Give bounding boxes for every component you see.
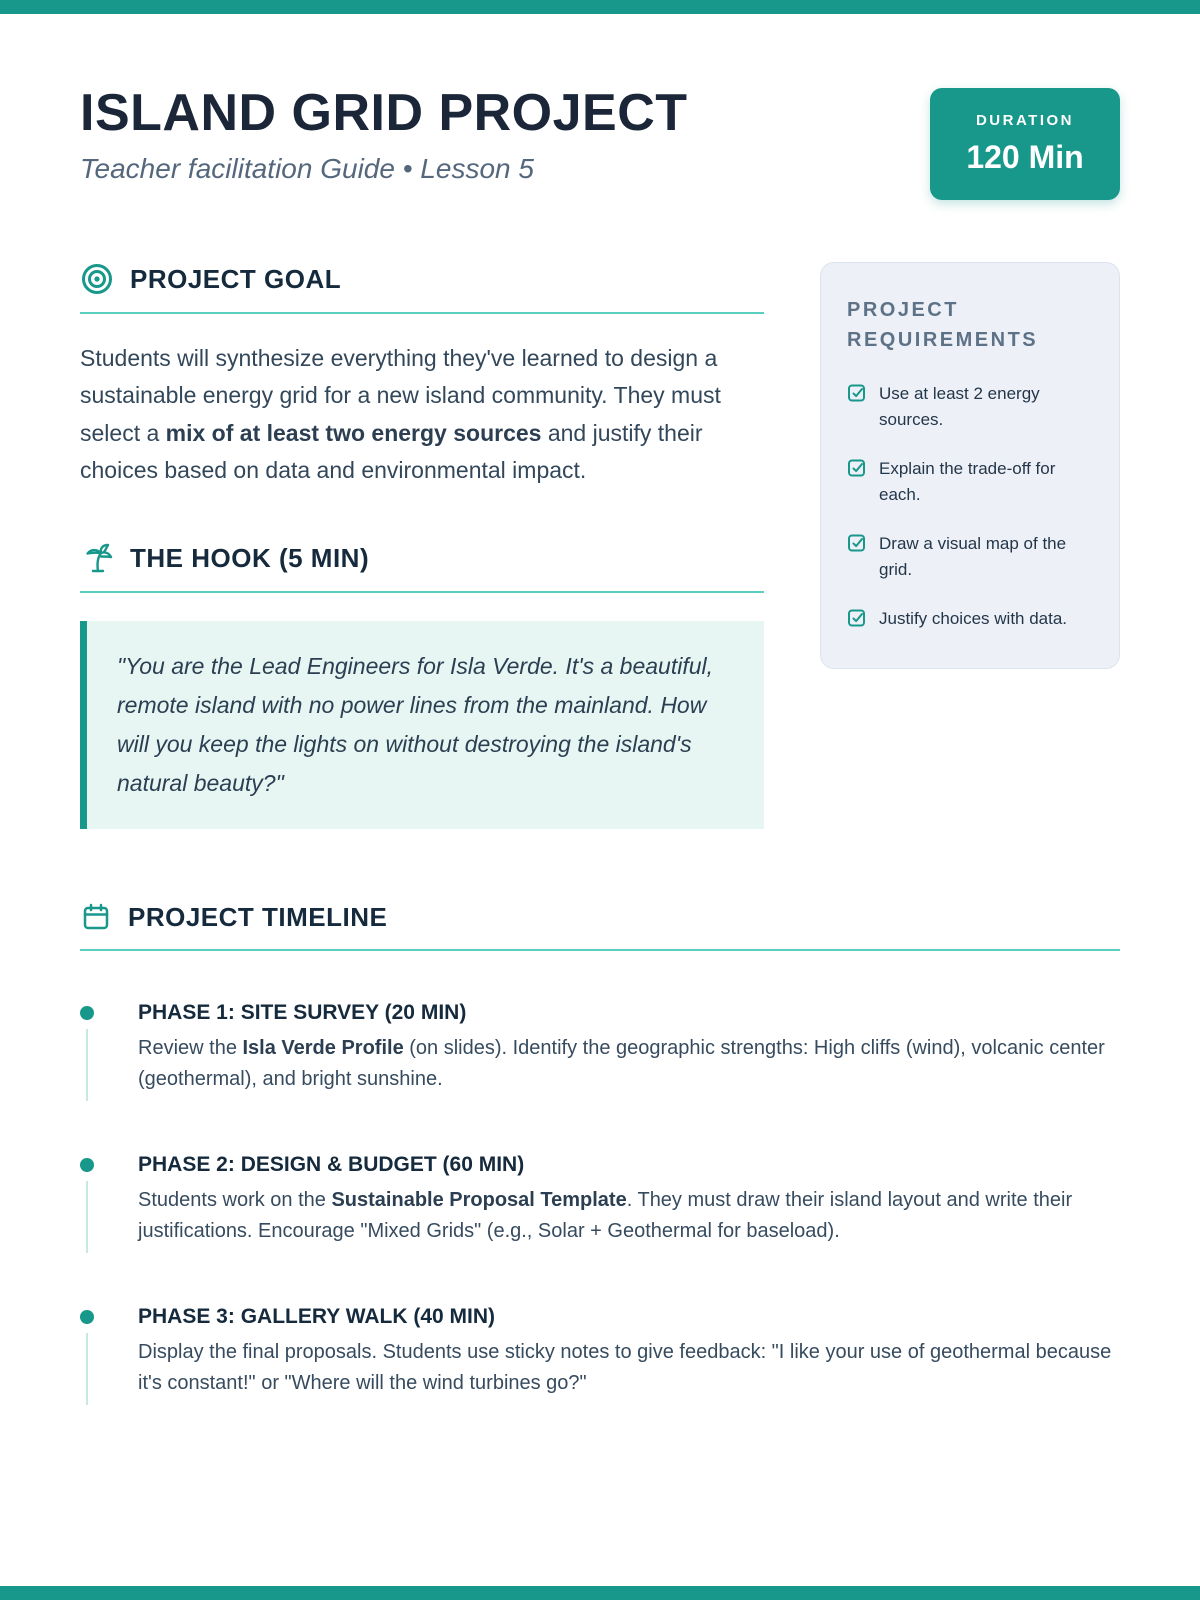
header: [80, 86, 1120, 200]
requirement-item: [847, 381, 1093, 432]
hook-heading: [80, 541, 764, 575]
requirement-item: [847, 531, 1093, 582]
requirement-label: Use at least 2 energy sources.: [879, 384, 1040, 429]
section-divider: [80, 949, 1120, 951]
timeline-dot: [80, 1158, 94, 1172]
phase-title: PHASE 1: SITE SURVEY (20 MIN): [138, 1001, 467, 1025]
bottom-accent-bar: [0, 1586, 1200, 1600]
project-goal-paragraph: [80, 340, 764, 489]
requirement-item: [847, 606, 1093, 632]
phase-text-bold: Sustainable Proposal Template: [331, 1189, 627, 1212]
requirement-label: Draw a visual map of the grid.: [879, 534, 1067, 579]
section-project-goal: [80, 262, 764, 489]
duration-value: 120 Min: [966, 139, 1084, 175]
requirement-label: Explain the trade-off for each.: [879, 459, 1056, 504]
timeline-phase-1: [80, 1001, 1120, 1095]
requirements-card: [820, 262, 1120, 669]
calendar-icon: [80, 901, 112, 933]
phase-title: PHASE 3: GALLERY WALK (40 MIN): [138, 1305, 496, 1329]
section-divider: [80, 591, 764, 593]
timeline-connector: [86, 1181, 88, 1253]
phase-text-part: Review the: [138, 1037, 243, 1060]
goal-text-bold: mix of at least two energy sources: [165, 419, 542, 446]
hook-quote: "You are the Lead Engineers for Isla Verde. It's a beautiful, remote island with no power lines from the mainland. How will you keep the lights on without destroying the island's natural beauty?": [80, 621, 764, 829]
project-goal-title: PROJECT GOAL: [130, 263, 342, 294]
requirements-title: PROJECT REQUIREMENTS: [847, 299, 1039, 351]
checkbox-icon: [847, 458, 867, 478]
phase-text-part: Display the final proposals. Students use sticky notes to give feedback: "I like your use of geothermal because it's constant!" or "Where will the wind turbines go?": [138, 1341, 1112, 1395]
phase-description: [138, 1033, 1120, 1095]
goal-text-part: Students will synthesize everything they've learned to design a sustainable energy grid for a new island community. They must select a: [80, 345, 721, 446]
duration-card: [930, 88, 1120, 200]
requirements-list: [847, 381, 1093, 632]
timeline-connector: [86, 1029, 88, 1101]
phase-description: [138, 1337, 1120, 1399]
timeline-phase-2: [80, 1153, 1120, 1247]
page-content: [0, 14, 1200, 1586]
target-icon: [80, 262, 114, 296]
timeline-phase-3: [80, 1305, 1120, 1399]
phase-text-part: (on slides). Identify the geographic strengths: High cliffs (wind), volcanic center (geothermal), and bright sunshine.: [138, 1037, 1105, 1091]
timeline-title: PROJECT TIMELINE: [128, 901, 388, 932]
checkbox-icon: [847, 608, 867, 628]
main-columns: [80, 262, 1120, 829]
phase-title: PHASE 2: DESIGN & BUDGET (60 MIN): [138, 1153, 525, 1177]
top-accent-bar: [0, 0, 1200, 14]
project-goal-heading: [80, 262, 764, 296]
page-subtitle: Teacher facilitation Guide • Lesson 5: [80, 152, 534, 184]
duration-label: DURATION: [975, 112, 1075, 129]
timeline-dot: [80, 1006, 94, 1020]
phase-text-part: Students work on the: [138, 1189, 332, 1212]
requirement-item: [847, 456, 1093, 507]
section-hook: [80, 541, 764, 829]
palm-tree-icon: [80, 541, 114, 575]
section-divider: [80, 312, 764, 314]
timeline-heading: [80, 901, 1120, 933]
page-title: ISLAND GRID PROJECT: [80, 84, 688, 142]
requirement-label: Justify choices with data.: [879, 609, 1068, 628]
checkbox-icon: [847, 533, 867, 553]
main-column: [80, 262, 764, 829]
hook-title: THE HOOK (5 MIN): [130, 542, 370, 573]
phase-text-bold: Isla Verde Profile: [242, 1037, 404, 1060]
timeline-connector: [86, 1333, 88, 1405]
timeline-dot: [80, 1310, 94, 1324]
checkbox-icon: [847, 383, 867, 403]
timeline-phases: [80, 1001, 1120, 1399]
section-timeline: [80, 901, 1120, 1399]
header-titles: [80, 86, 688, 185]
goal-text-part: and justify their choices based on data and environmental impact.: [80, 419, 703, 483]
phase-text-part: . They must draw their island layout and write their justifications. Encourage "Mixed Grids" (e.g., Solar + Geothermal for baseload).: [138, 1189, 1073, 1243]
phase-description: [138, 1185, 1120, 1247]
